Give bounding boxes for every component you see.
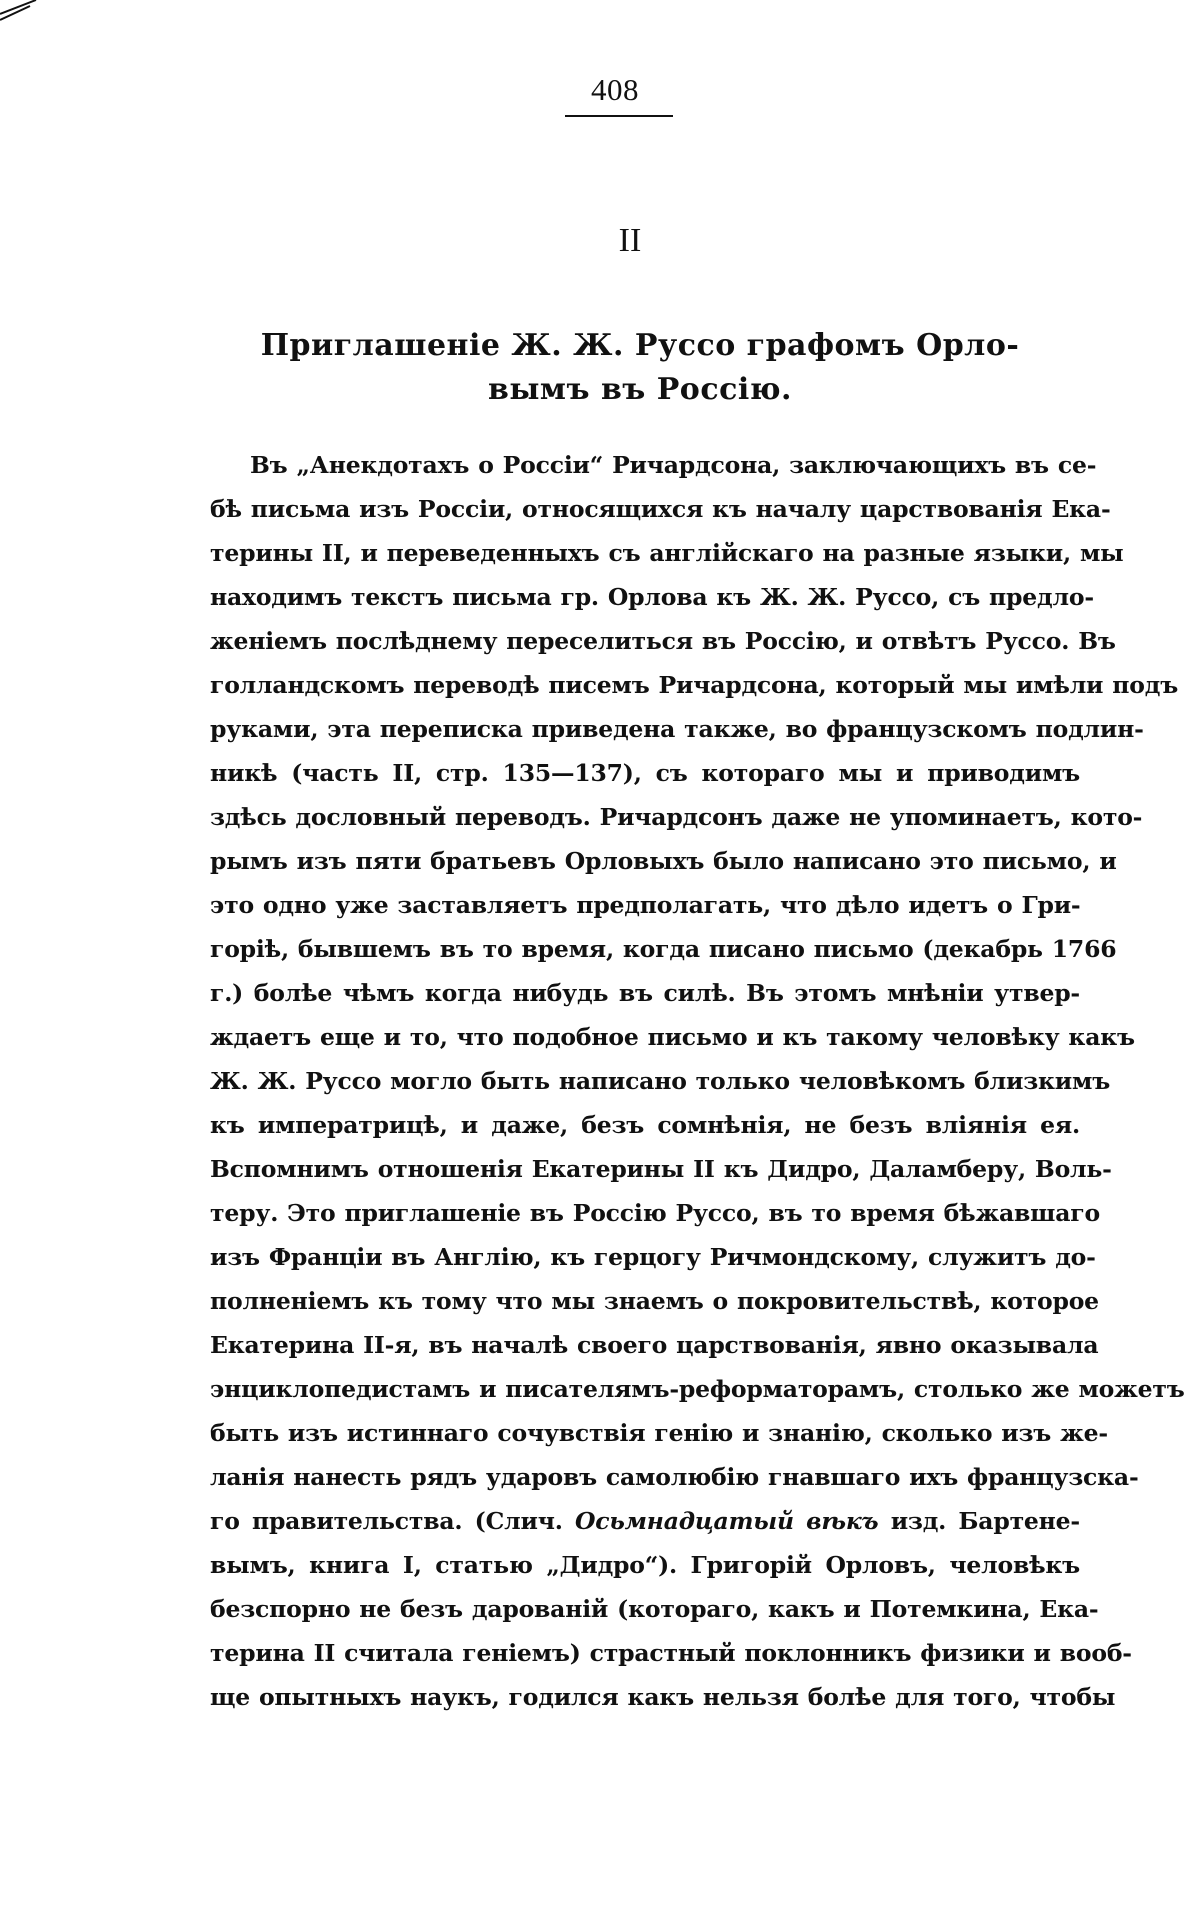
- text-line: руками, эта переписка приведена также, во французскомъ подлин-: [210, 715, 1144, 743]
- text-line: Ж. Ж. Руссо могло быть написано только человѣкомъ близкимъ: [210, 1067, 1111, 1095]
- text-line: теру. Это приглашеніе въ Россію Руссо, въ то время бѣжавшаго: [210, 1199, 1100, 1227]
- text-line: изъ Франціи въ Англію, къ герцогу Ричмондскому, служитъ до-: [210, 1243, 1096, 1271]
- text-line: вымъ, книга I, статью „Дидро“). Григорій Орловъ, человѣкъ: [210, 1551, 1080, 1579]
- text-line: терины II, и переведенныхъ съ англійскаго на разные языки, мы: [210, 539, 1124, 567]
- text-line: здѣсь дословный переводъ. Ричардсонъ даже не упоминаетъ, кото-: [210, 803, 1143, 831]
- text-line: это одно уже заставляетъ предполагать, что дѣло идетъ о Гри-: [210, 891, 1081, 919]
- page-number: 408: [591, 72, 639, 107]
- text-line: полненіемъ къ тому что мы знаемъ о покровительствѣ, которое: [210, 1287, 1099, 1315]
- text-line: быть изъ истиннаго сочувствія генію и знанію, сколько изъ же-: [210, 1419, 1108, 1447]
- text-line-with-book-title: [210, 1499, 1080, 1543]
- text-line: ланія нанесть рядъ ударовъ самолюбію гнавшаго ихъ французска-: [210, 1463, 1139, 1491]
- text-line: никѣ (часть II, стр. 135—137), съ котораго мы и приводимъ: [210, 759, 1080, 787]
- section-title: [205, 324, 1075, 412]
- text-line: г.) болѣе чѣмъ когда нибудь въ силѣ. Въ этомъ мнѣніи утвер-: [210, 979, 1080, 1007]
- text-line-part: изд. Бартене-: [890, 1507, 1080, 1535]
- text-line: Въ „Анекдотахъ о Россіи“ Ричардсона, заключающихъ въ се-: [250, 451, 1097, 479]
- text-line: терина II считала геніемъ) страстный поклонникъ физики и вооб-: [210, 1639, 1132, 1667]
- book-title: Осьмнадцатый вѣкъ: [574, 1507, 879, 1535]
- text-line-part: го правительства. (Слич.: [210, 1507, 575, 1535]
- text-line: бѣ письма изъ Россіи, относящихся къ началу царствованія Ека-: [210, 495, 1111, 523]
- scan-edge-mark: [0, 0, 40, 28]
- section-title-line-2: вымъ въ Россію.: [488, 372, 792, 407]
- text-line: горіѣ, бывшемъ въ то время, когда писано письмо (декабрь 1766: [210, 935, 1117, 963]
- text-line: къ императрицѣ, и даже, безъ сомнѣнія, не безъ вліянія ея.: [210, 1111, 1080, 1139]
- text-line: женіемъ послѣднему переселиться въ Россію, и отвѣтъ Руссо. Въ: [210, 627, 1116, 655]
- text-line: безспорно не безъ дарованій (котораго, какъ и Потемкина, Ека-: [210, 1595, 1099, 1623]
- text-line: находимъ текстъ письма гр. Орлова къ Ж. Ж. Руссо, съ предло-: [210, 583, 1094, 611]
- text-line: ще опытныхъ наукъ, годился какъ нельзя болѣе для того, чтобы: [210, 1683, 1116, 1711]
- body-text: [210, 443, 1185, 1719]
- text-line: энциклопедистамъ и писателямъ-реформаторамъ, столько же можетъ: [210, 1375, 1185, 1403]
- section-title-line-1: Приглашеніе Ж. Ж. Руссо графомъ Орло-: [260, 328, 1020, 363]
- text-line: рымъ изъ пяти братьевъ Орловыхъ было написано это письмо, и: [210, 847, 1117, 875]
- text-line: Екатерина II-я, въ началѣ своего царствованія, явно оказывала: [210, 1331, 1099, 1359]
- section-number: II: [618, 222, 642, 259]
- text-line: ждаетъ еще и то, что подобное письмо и къ такому человѣку какъ: [210, 1023, 1135, 1051]
- page-number-rule: [565, 115, 673, 117]
- text-line: голландскомъ переводѣ писемъ Ричардсона, который мы имѣли подъ: [210, 671, 1179, 699]
- text-line: Вспомнимъ отношенія Екатерины II къ Дидро, Даламберу, Воль-: [210, 1155, 1112, 1183]
